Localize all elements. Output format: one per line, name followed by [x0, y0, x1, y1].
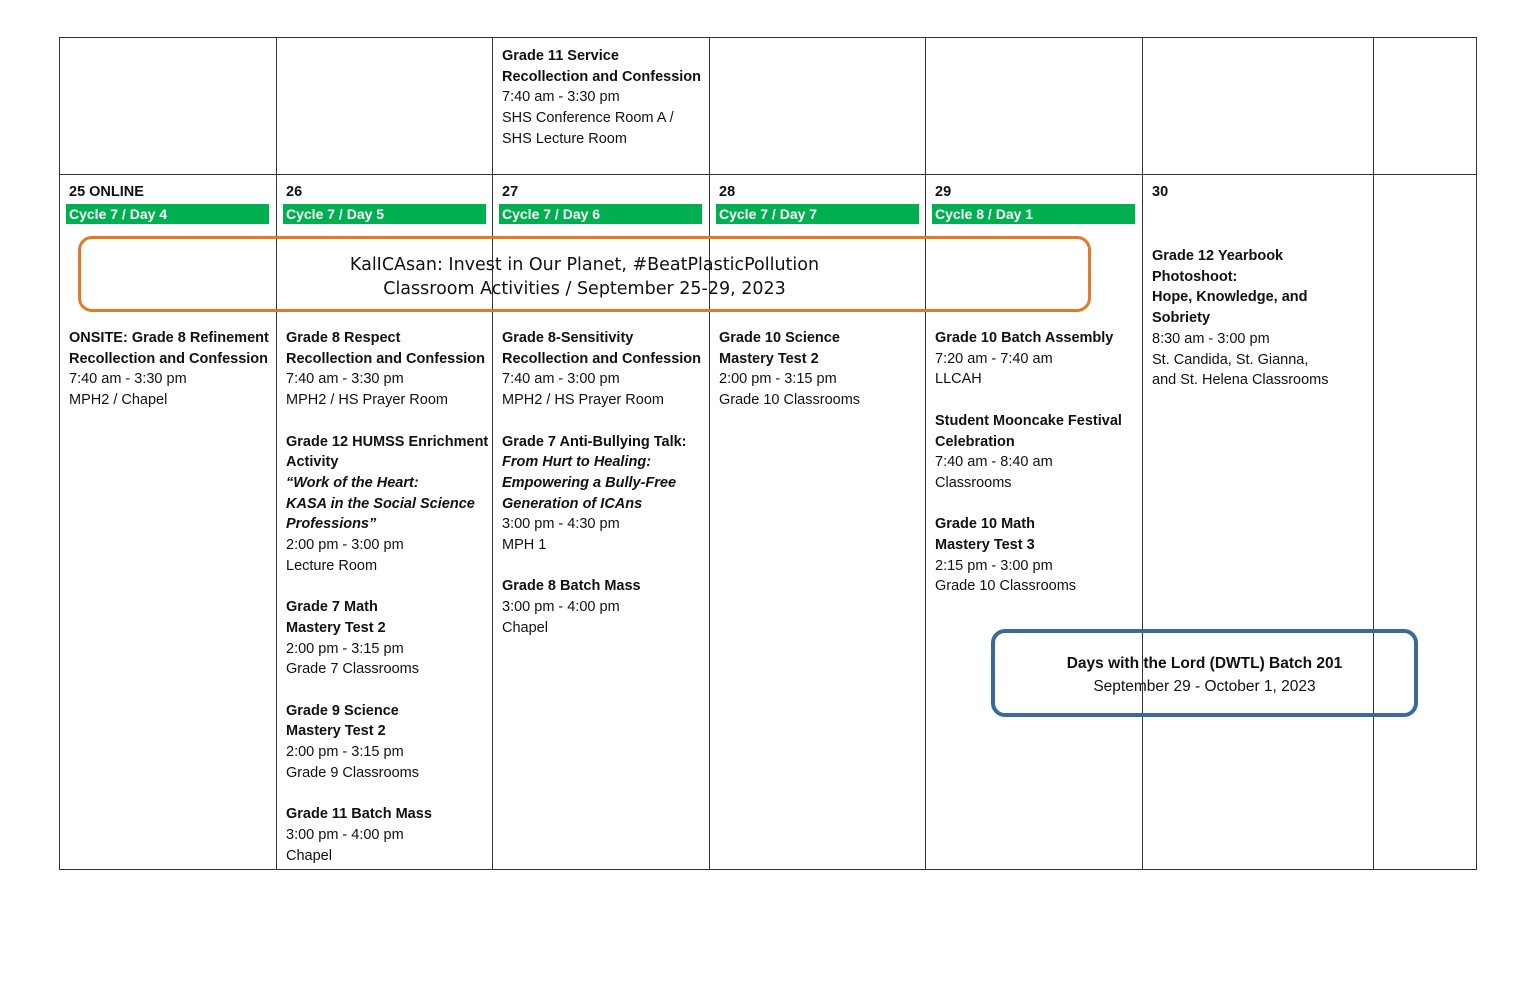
event-title: Grade 10 Math: [935, 516, 1035, 533]
event-venue: LLCAH: [935, 371, 982, 388]
cycle-badge: Cycle 7 / Day 4: [66, 204, 269, 224]
column-divider: [276, 37, 277, 870]
event-title: Grade 9 Science: [286, 702, 399, 719]
day-29-events: [935, 328, 1122, 597]
banner-title: KalICAsan: Invest in Our Planet, #BeatPlasticPollution: [349, 255, 820, 275]
event-time: 2:00 pm - 3:15 pm: [286, 744, 404, 761]
event-item: [502, 432, 701, 556]
event-venue: SHS Conference Room A /: [502, 110, 674, 127]
event-item: [935, 328, 1122, 390]
event-item: [69, 328, 269, 411]
event-title: Recollection and Confession: [502, 350, 701, 367]
day-25-events: [69, 328, 269, 432]
event-venue: MPH 1: [502, 537, 547, 554]
banner-subtitle: Classroom Activities / September 25-29, 2023: [383, 279, 786, 299]
event-time: 7:20 am - 7:40 am: [935, 350, 1053, 367]
event-time: 8:30 am - 3:00 pm: [1152, 330, 1270, 347]
event-time: 2:15 pm - 3:00 pm: [935, 557, 1053, 574]
event-title: Hope, Knowledge, and: [1152, 289, 1308, 306]
event-venue: MPH2 / HS Prayer Room: [502, 392, 664, 409]
day-number-28: 28: [719, 184, 736, 200]
event-title: Grade 12 HUMSS Enrichment: [286, 433, 489, 450]
event-item: [286, 597, 488, 680]
event-time: 2:00 pm - 3:00 pm: [286, 537, 404, 554]
event-item: [286, 701, 488, 784]
event-title: Mastery Test 2: [719, 350, 819, 367]
event-title: Grade 11 Batch Mass: [286, 806, 432, 823]
event-title: Grade 8-Sensitivity: [502, 330, 634, 346]
event-time: 3:00 pm - 4:00 pm: [502, 599, 620, 616]
event-venue: Grade 9 Classrooms: [286, 764, 419, 781]
event-grade11-service-recollection: [502, 46, 701, 150]
calendar-grid: [59, 37, 1477, 870]
day-28-events: [719, 328, 860, 411]
event-venue: Grade 10 Classrooms: [719, 392, 861, 409]
dwtl-banner: [991, 629, 1418, 717]
event-venue: and St. Helena Classrooms: [1152, 372, 1329, 389]
cycle-badge: Cycle 8 / Day 1: [932, 204, 1135, 224]
event-item: [502, 328, 701, 411]
event-subtitle: Generation of ICAns: [502, 495, 643, 512]
event-title: Activity: [286, 454, 339, 471]
column-divider: [925, 37, 926, 870]
event-title: Mastery Test 2: [286, 619, 386, 636]
cycle-badge: Cycle 7 / Day 7: [716, 204, 919, 224]
event-title: Mastery Test 3: [935, 537, 1035, 553]
event-subtitle: From Hurt to Healing:: [502, 454, 652, 471]
cycle-badge: Cycle 7 / Day 5: [283, 204, 486, 224]
column-divider: [1142, 37, 1143, 870]
event-venue: Classrooms: [935, 474, 1012, 491]
event-subtitle: KASA in the Social Science: [286, 495, 475, 512]
event-time: 7:40 am - 3:30 pm: [69, 371, 187, 388]
event-item: [935, 514, 1122, 597]
kalicasan-banner: [78, 236, 1091, 312]
event-title: Photoshoot:: [1152, 268, 1238, 285]
event-venue: Chapel: [286, 847, 332, 864]
column-divider: [1373, 37, 1374, 870]
event-title: Grade 11 Service: [502, 48, 619, 64]
column-divider: [709, 37, 710, 870]
event-time: 7:40 am - 8:40 am: [935, 454, 1053, 471]
banner-title: Days with the Lord (DWTL) Batch 201: [1066, 655, 1343, 672]
event-title: Mastery Test 2: [286, 723, 386, 740]
event-title: Grade 8 Respect: [286, 330, 401, 346]
event-title: Celebration: [935, 433, 1015, 450]
event-item: [286, 328, 488, 411]
event-venue: Chapel: [502, 619, 548, 636]
day-number-26: 26: [286, 184, 303, 200]
event-title: Recollection and Confession: [69, 350, 268, 367]
day-number-25: 25 ONLINE: [69, 184, 144, 200]
event-title: Recollection and Confession: [502, 68, 701, 85]
event-time: 7:40 am - 3:00 pm: [502, 371, 620, 388]
event-title: Grade 7 Math: [286, 599, 378, 616]
event-venue: Grade 7 Classrooms: [286, 661, 419, 678]
event-time: 3:00 pm - 4:00 pm: [286, 826, 404, 843]
event-time: 2:00 pm - 3:15 pm: [286, 640, 404, 657]
event-title: Sobriety: [1152, 310, 1211, 327]
row-divider: [59, 174, 1477, 175]
event-time: 7:40 am - 3:30 pm: [502, 89, 620, 106]
event-venue: Lecture Room: [286, 557, 378, 574]
event-time: 2:00 pm - 3:15 pm: [719, 371, 837, 388]
event-title: Grade 10 Batch Assembly: [935, 330, 1114, 346]
event-item: [286, 432, 488, 577]
day-30-events: [1152, 246, 1329, 391]
event-title: Grade 7 Anti-Bullying Talk:: [502, 433, 687, 450]
event-item: [1152, 246, 1329, 391]
event-item: [935, 411, 1122, 494]
event-subtitle: Professions”: [286, 516, 377, 533]
event-subtitle: “Work of the Heart:: [286, 474, 419, 491]
event-item: [719, 328, 860, 411]
event-venue: SHS Lecture Room: [502, 130, 627, 147]
event-subtitle: Empowering a Bully-Free: [502, 474, 677, 491]
day-number-30: 30: [1152, 184, 1169, 200]
event-venue: MPH2 / Chapel: [69, 392, 168, 409]
event-title: Grade 10 Science: [719, 330, 840, 346]
event-title: ONSITE: Grade 8 Refinement: [69, 330, 269, 346]
event-title: Student Mooncake Festival: [935, 412, 1122, 429]
event-venue: Grade 10 Classrooms: [935, 578, 1077, 595]
day-number-29: 29: [935, 184, 952, 200]
event-time: 3:00 pm - 4:30 pm: [502, 516, 620, 533]
event-title: Grade 8 Batch Mass: [502, 578, 641, 595]
cycle-badge: Cycle 7 / Day 6: [499, 204, 702, 224]
event-item: [502, 576, 701, 638]
day-27-events: [502, 328, 701, 639]
event-venue: MPH2 / HS Prayer Room: [286, 392, 448, 409]
day-number-27: 27: [502, 184, 519, 200]
day-26-events: [286, 328, 488, 866]
column-divider: [492, 37, 493, 870]
event-title: Recollection and Confession: [286, 350, 485, 367]
event-item: [286, 804, 488, 866]
event-time: 7:40 am - 3:30 pm: [286, 371, 404, 388]
event-title: Grade 12 Yearbook: [1152, 248, 1284, 264]
banner-dates: September 29 - October 1, 2023: [1093, 678, 1316, 695]
event-venue: St. Candida, St. Gianna,: [1152, 351, 1309, 368]
